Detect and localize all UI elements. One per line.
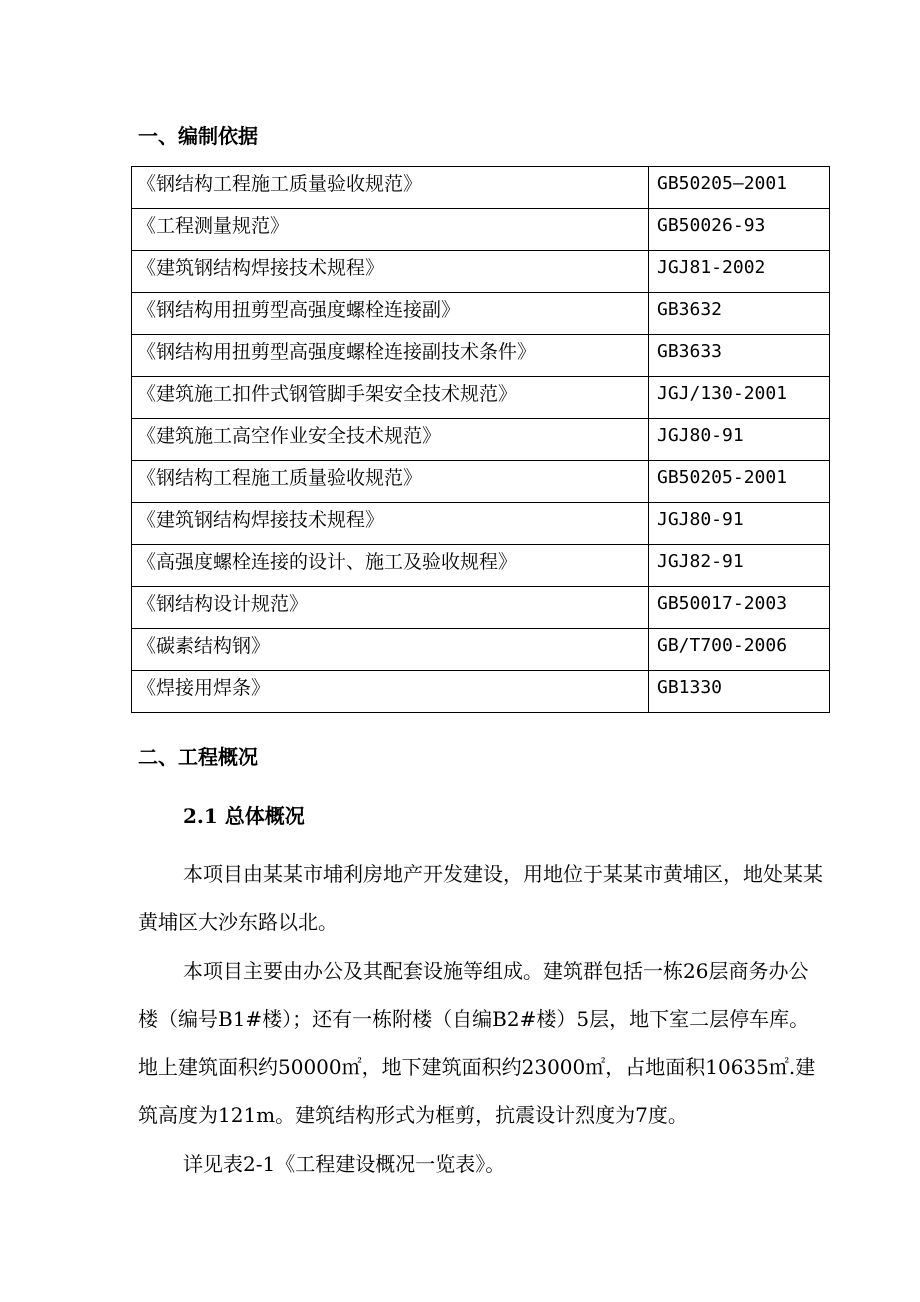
table-row <box>132 167 830 209</box>
paragraph-table-reference: 详见表2-1《工程建设概况一览表》。 <box>183 1152 506 1176</box>
standard-name-cell: 《焊接用焊条》 <box>132 671 649 713</box>
standard-name-cell: 《钢结构工程施工质量验收规范》 <box>132 461 649 503</box>
section-heading-overview: 二、工程概况 <box>138 745 258 769</box>
table-row <box>132 377 830 419</box>
table-row <box>132 587 830 629</box>
standard-code-cell: GB/T700-2006 <box>649 629 830 671</box>
standard-name-cell: 《建筑钢结构焊接技术规程》 <box>132 251 649 293</box>
standard-code-cell: JGJ/130-2001 <box>649 377 830 419</box>
standard-code-cell: GB3633 <box>649 335 830 377</box>
table-row <box>132 419 830 461</box>
reference-standards-table <box>131 166 830 713</box>
standard-code-cell: GB50205-2001 <box>649 461 830 503</box>
standard-code-cell: GB3632 <box>649 293 830 335</box>
standard-code-cell: GB50026-93 <box>649 209 830 251</box>
table-row <box>132 671 830 713</box>
table-row <box>132 461 830 503</box>
standard-name-cell: 《建筑施工扣件式钢管脚手架安全技术规范》 <box>132 377 649 419</box>
standard-name-cell: 《工程测量规范》 <box>132 209 649 251</box>
table-row <box>132 251 830 293</box>
standard-name-cell: 《钢结构工程施工质量验收规范》 <box>132 167 649 209</box>
table-row <box>132 209 830 251</box>
table-row <box>132 293 830 335</box>
standard-name-cell: 《钢结构设计规范》 <box>132 587 649 629</box>
standard-code-cell: GB1330 <box>649 671 830 713</box>
standard-name-cell: 《高强度螺栓连接的设计、施工及验收规程》 <box>132 545 649 587</box>
standard-name-cell: 《建筑钢结构焊接技术规程》 <box>132 503 649 545</box>
standard-code-cell: JGJ80-91 <box>649 419 830 461</box>
standard-code-cell: JGJ82-91 <box>649 545 830 587</box>
table-row <box>132 335 830 377</box>
standard-code-cell: GB50017-2003 <box>649 587 830 629</box>
standard-code-cell: JGJ80-91 <box>649 503 830 545</box>
paragraph-location: 本项目由某某市埔利房地产开发建设，用地位于某某市黄埔区，地处某某黄埔区大沙东路以北。 <box>138 862 823 934</box>
section-heading-basis: 一、编制依据 <box>138 124 258 148</box>
standard-name-cell: 《碳素结构钢》 <box>132 629 649 671</box>
standard-name-cell: 《钢结构用扭剪型高强度螺栓连接副技术条件》 <box>132 335 649 377</box>
standard-code-cell: GB50205—2001 <box>649 167 830 209</box>
standard-name-cell: 《建筑施工高空作业安全技术规范》 <box>132 419 649 461</box>
table-row <box>132 503 830 545</box>
table-row <box>132 629 830 671</box>
standard-code-cell: JGJ81-2002 <box>649 251 830 293</box>
subsection-heading-general: 2.1 总体概况 <box>183 804 305 828</box>
paragraph-composition: 本项目主要由办公及其配套设施等组成。建筑群包括一栋26层商务办公楼（编号B1#楼）；还有一栋附楼（自编B2#楼）5层，地下室二层停车库。地上建筑面积约50000㎡，地下建筑面积约23000㎡，占地面积10635㎡.建筑高度为121m。建筑结构形式为框剪，抗震设计烈度为7度。 <box>138 959 816 1127</box>
standard-name-cell: 《钢结构用扭剪型高强度螺栓连接副》 <box>132 293 649 335</box>
table-row <box>132 545 830 587</box>
